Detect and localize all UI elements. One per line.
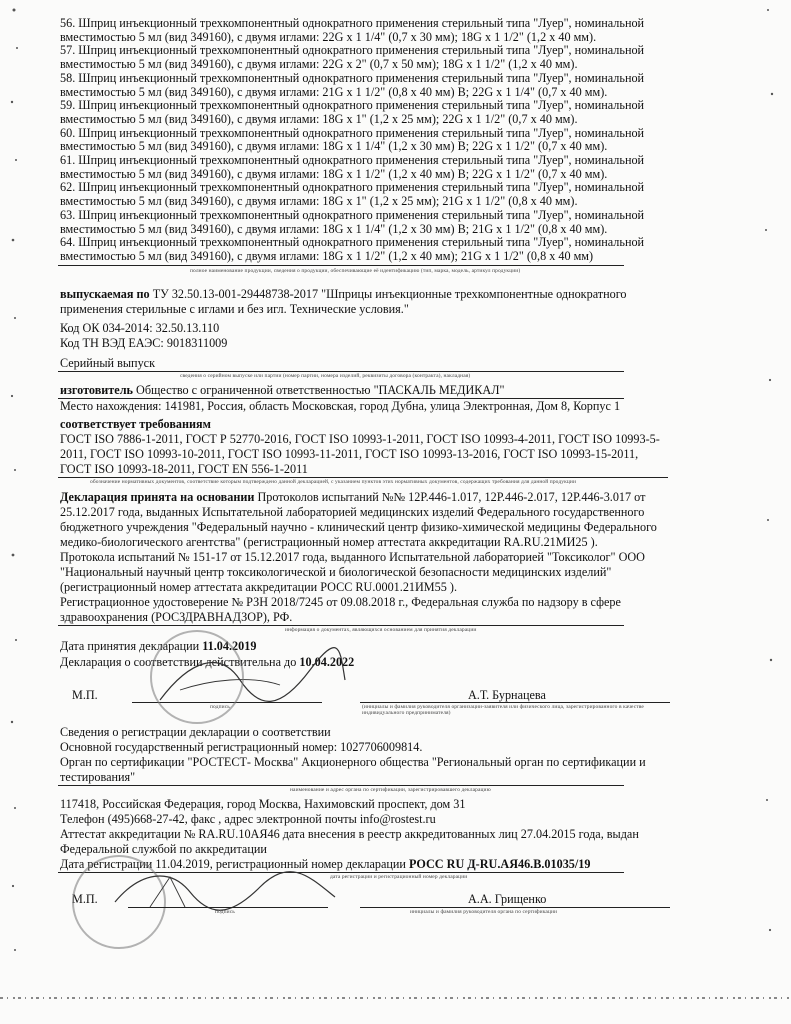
registration-line: Сведения о регистрации декларации о соответствии	[60, 725, 331, 739]
caption-reg-date: дата регистрации и регистрационный номер декларации	[330, 874, 468, 880]
caption-signatory: инициалы и фамилия руководителя органа по сертификации	[410, 909, 558, 915]
caption-signature: подпись	[215, 909, 235, 915]
stamp-mark: М.П.	[72, 892, 98, 906]
list-item: 61. Шприц инъекционный трехкомпонентный однократного применения стерильный типа "Луер", номинальной вместимостью 5 мл (вид 349160), с двумя иглами: 18G x 1 1/2" (1,2 x 40 мм) В; 22G x 1 1/2" (0,7 x 40 мм).	[60, 153, 645, 181]
divider	[58, 265, 624, 266]
manufacturer-name: изготовитель Общество с ограниченной ответственностью "ПАСКАЛЬ МЕДИКАЛ"	[60, 383, 505, 397]
basis-line: 25.12.2017 года, выданных Испытательной лабораторией медицинских изделий Федерального государственного	[60, 505, 645, 519]
product-list	[60, 16, 645, 264]
registration-line: 117418, Российская Федерация, город Москва, Нахимовский проспект, дом 31	[60, 797, 466, 811]
divider	[58, 371, 624, 372]
registration-line: Орган по сертификации "РОСТЕСТ- Москва" Акционерного общества "Региональный орган по сертификации и	[60, 755, 646, 769]
list-item: 60. Шприц инъекционный трехкомпонентный однократного применения стерильный типа "Луер", номинальной вместимостью 5 мл (вид 349160), с двумя иглами: 18G x 1 1/4" (1,2 x 30 мм) В; 22G x 1 1/2" (0,7 x 40 мм).	[60, 125, 645, 154]
list-item: 58. Шприц инъекционный трехкомпонентный однократного применения стерильный типа "Луер", номинальной вместимостью 5 мл (вид 349160), с двумя иглами: 21G x 1 1/2" (0,8 x 40 мм) В; 22G x 1 1/4" (0,7 x 40 мм).	[60, 70, 645, 99]
basis-line: Протокола испытаний № 151-17 от 15.12.2017 года, выданного Испытательной лабораторией "Токсиколог" ООО	[60, 550, 645, 564]
registration-number: Дата регистрации 11.04.2019, регистрационный номер декларации РОСС RU Д-RU.АЯ46.В.01035/19	[60, 857, 591, 871]
signatory-name: А.Т. Бурнацева	[468, 688, 546, 702]
stamp-seal	[150, 630, 244, 724]
signature-line	[360, 907, 670, 908]
compliance-line: 2011, ГОСТ ISO 10993-10-2011, ГОСТ ISO 10993-11-2011, ГОСТ ISO 10993-13-2016, ГОСТ ISO 10993-15-2011,	[60, 447, 639, 461]
list-item: 56. Шприц инъекционный трехкомпонентный однократного применения стерильный типа "Луер", номинальной вместимостью 5 мл (вид 349160), с двумя иглами: 22G x 1 1/4" (0,7 x 30 мм); 18G x 1 1/2" (1,2 x 40 мм).	[60, 16, 645, 44]
okpd-code: Код ОК 034-2014: 32.50.13.110	[60, 321, 220, 335]
divider	[58, 477, 668, 478]
registration-line: тестирования"	[60, 770, 136, 784]
stamp-mark: М.П.	[72, 688, 98, 702]
tnved-code: Код ТН ВЭД ЕАЭС: 9018311009	[60, 336, 228, 350]
caption-serial: сведения о серийном выпуске или партии (номер партии, номера изделий, реквизиты договора (контракта), накладная)	[180, 373, 471, 379]
caption-basis: информация о документах, являющихся основанием для принятия декларации	[285, 627, 477, 633]
caption-product: полное наименование продукции, сведения о продукции, обеспечивающие её идентификацию (тип, марка, модель, артикул продукции)	[190, 268, 521, 274]
compliance-line: ГОСТ ISO 7886-1-2011, ГОСТ Р 52770-2016, ГОСТ ISO 10993-1-2011, ГОСТ ISO 10993-4-2011, ГОСТ ISO 10993-5-	[60, 432, 660, 446]
basis-line: Регистрационное удостоверение № РЗН 2018/7245 от 09.08.2018 г., Федеральная служба по надзору в сфере	[60, 595, 621, 609]
signature-line	[128, 907, 328, 908]
manufacturer-address: Место нахождения: 141981, Россия, область Московская, город Дубна, улица Электронная, Дом 8, Корпус 1	[60, 399, 621, 413]
validity-date: Декларация о соответствии действительна до 10.04.2022	[60, 655, 355, 669]
caption-signatory: (инициалы и фамилия руководителя организации-заявителя или физического лица, зарегистрированного в качестве индивидуального предпринимателя)	[362, 704, 644, 716]
caption-cert-body: наименование и адрес органа по сертификации, зарегистрировавшего декларацию	[290, 787, 491, 793]
basis-line: (регистрационный номер аттестата аккредитации РОСС RU.0001.21ИМ55 ).	[60, 580, 457, 594]
basis-line: здравоохранения (РОСЗДРАВНАДЗОР), РФ.	[60, 610, 293, 624]
list-item: 57. Шприц инъекционный трехкомпонентный однократного применения стерильный типа "Луер", номинальной вместимостью 5 мл (вид 349160), с двумя иглами: 22G x 2" (0,7 x 50 мм); 18G x 1 1/2" (1,2 x 40 мм).	[60, 43, 645, 72]
list-item: 63. Шприц инъекционный трехкомпонентный однократного применения стерильный типа "Луер", номинальной вместимостью 5 мл (вид 349160), с двумя иглами: 18G x 1 1/4" (1,2 x 30 мм) В; 21G x 1 1/2" (0,8 x 40 мм).	[60, 207, 645, 236]
list-item: 59. Шприц инъекционный трехкомпонентный однократного применения стерильный типа "Луер", номинальной вместимостью 5 мл (вид 349160), с двумя иглами: 18G x 1" (1,2 x 25 мм); 22G x 1 1/2" (0,7 x 40 мм).	[60, 98, 645, 126]
released-line: выпускаемая по ТУ 32.50.13-001-29448738-2017 "Шприцы инъекционные трехкомпонентные однократного	[60, 287, 627, 301]
divider	[58, 625, 624, 626]
basis-line: медико-биологического агентства" (регистрационный номер аттестата аккредитации RA.RU.21МИ25 ).	[60, 535, 598, 549]
registration-line: Основной государственный регистрационный номер: 1027706009814.	[60, 740, 423, 754]
basis-line: "Национальный научный центр токсикологической и биологической безопасности медицинских изделий"	[60, 565, 612, 579]
released-line-2: применения стерильные с иглами и без игл. Технические условия."	[60, 302, 409, 316]
serial-release: Серийный выпуск	[60, 356, 155, 370]
list-item: 62. Шприц инъекционный трехкомпонентный однократного применения стерильный типа "Луер", номинальной вместимостью 5 мл (вид 349160), с двумя иглами: 18G x 1" (1,2 x 25 мм); 21G x 1 1/2" (0,8 x 40 мм).	[60, 180, 645, 209]
caption-standards: обозначение нормативных документов, соответствие которым подтверждено данной декларацией, с указанием пунктов этих нормативных документов, содержащих требования для данной продукции	[90, 479, 577, 485]
acceptance-date: Дата принятия декларации 11.04.2019	[60, 639, 257, 653]
basis-line: бюджетного учреждения "Федеральный научно - клинический центр физико-химической медицины Федерального	[60, 520, 657, 534]
list-item: 64. Шприц инъекционный трехкомпонентный однократного применения стерильный типа "Луер", номинальной вместимостью 5 мл (вид 349160), с двумя иглами: 18G x 1 1/2" (1,2 x 40 мм); 21G x 1 1/2" (0,8 x 40 мм)	[60, 235, 645, 263]
compliance-label: соответствует требованиям	[60, 417, 211, 431]
registration-line: Аттестат аккредитации № RA.RU.10АЯ46 дата внесения в реестр аккредитованных лиц 27.04.2015 года, выдан	[60, 827, 639, 841]
divider	[58, 785, 624, 786]
registration-line: Федеральной службой по аккредитации	[60, 842, 267, 856]
registration-line: Телефон (495)668-27-42, факс , адрес электронной почты info@rostest.ru	[60, 812, 436, 826]
caption-signature: подпись	[210, 704, 230, 710]
signatory-name: А.А. Грищенко	[468, 892, 547, 906]
compliance-line: ГОСТ ISO 10993-18-2011, ГОСТ EN 556-1-2011	[60, 462, 308, 476]
basis-line: Декларация принята на основании Протоколов испытаний №№ 12Р.446-1.017, 12Р.446-2.017, 12Р.446-3.017 от	[60, 490, 646, 504]
